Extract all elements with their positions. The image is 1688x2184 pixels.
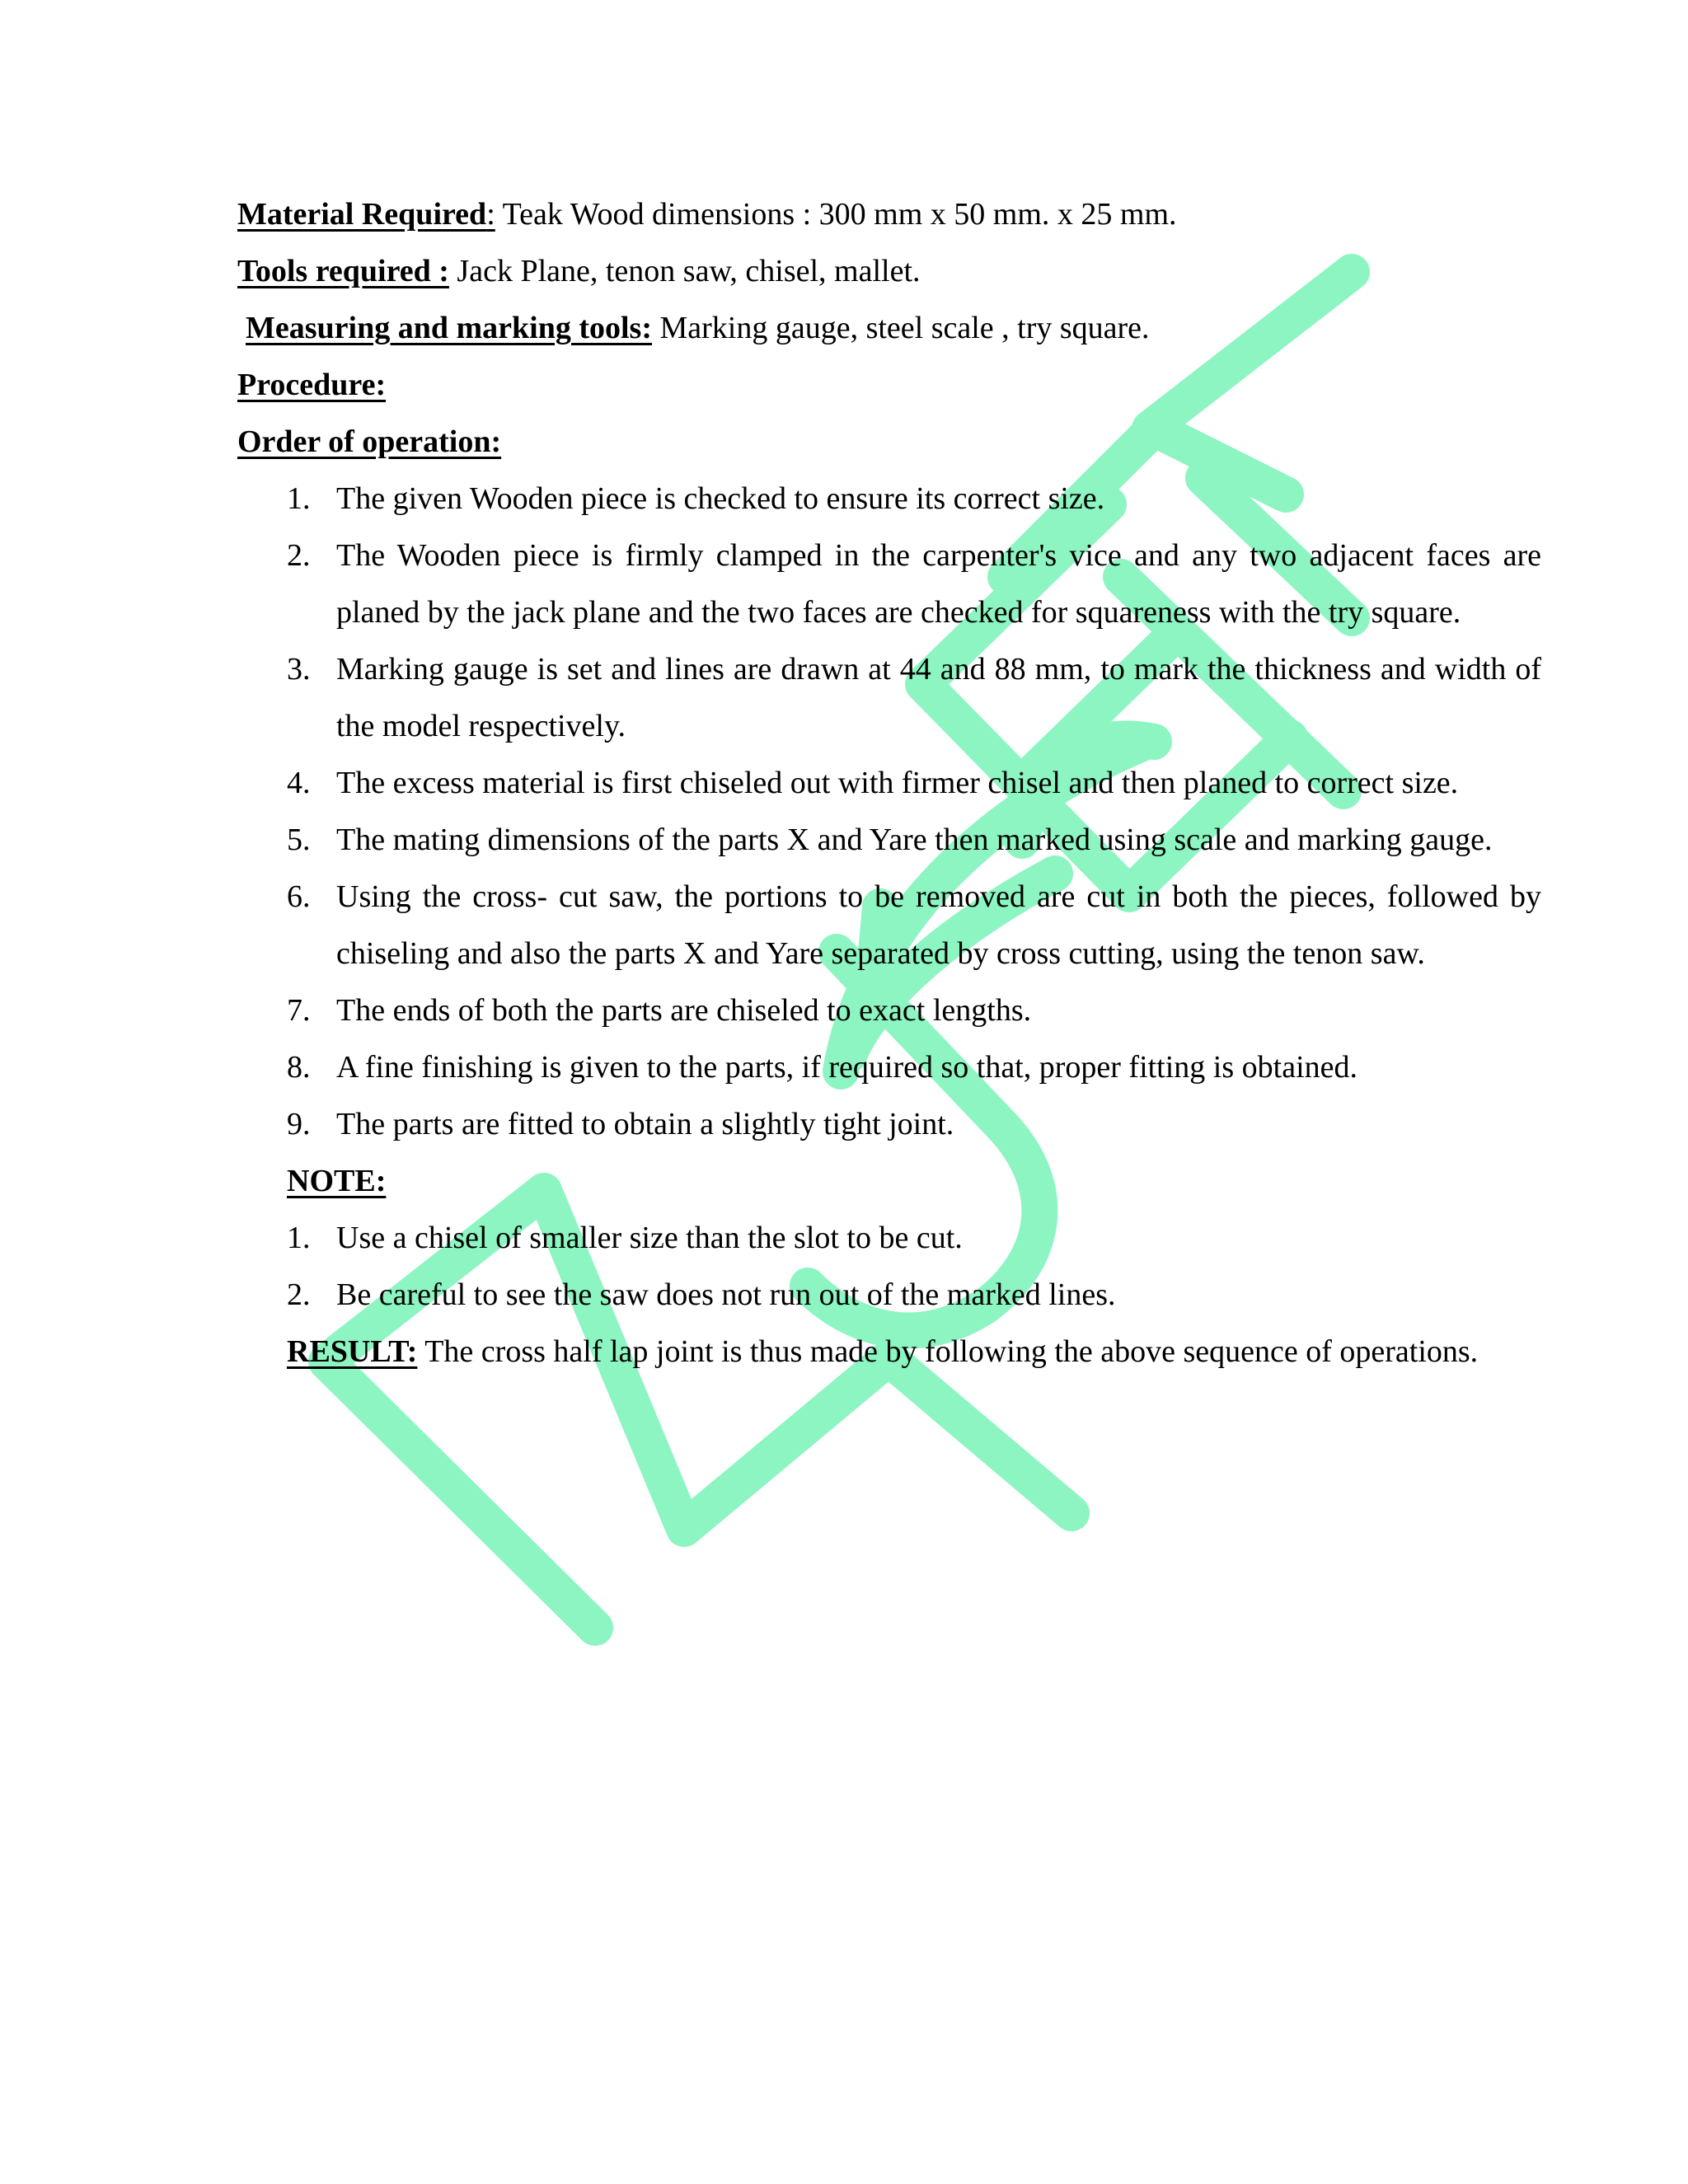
step-text: The excess material is first chiseled out with firmer chisel and then planed to correct size.: [336, 766, 1459, 800]
step-number: 9.: [287, 1107, 311, 1141]
result-text: The cross half lap joint is thus made by following the above sequence of operations.: [417, 1334, 1479, 1369]
step-text: Using the cross- cut saw, the portions to be removed are cut in both the pieces, followed by chiseling and also the parts X and Yare separated by cross cutting, using the tenon saw.: [336, 879, 1541, 971]
step-number: 5.: [287, 823, 311, 857]
measuring-text: Marking gauge, steel scale , try square.: [651, 311, 1150, 345]
note-number: 2.: [287, 1277, 311, 1312]
tools-label: Tools required :: [237, 254, 449, 288]
order-label: Order of operation:: [237, 424, 502, 459]
steps-list: [237, 471, 1541, 1153]
step-number: 8.: [287, 1050, 311, 1085]
note-heading: [237, 1153, 1541, 1210]
procedure-heading: [237, 357, 1541, 414]
note-item: [287, 1267, 1541, 1324]
step-text: The given Wooden piece is checked to ensure its correct size.: [336, 481, 1105, 516]
step-item: [237, 471, 1541, 527]
step-number: 1.: [287, 481, 311, 516]
note-label: NOTE:: [287, 1164, 387, 1198]
step-item: [237, 755, 1541, 812]
result-paragraph: [237, 1324, 1541, 1380]
document-body: [237, 186, 1541, 1380]
step-number: 6.: [287, 879, 311, 914]
step-item: [237, 527, 1541, 641]
note-item: [287, 1210, 1541, 1267]
tools-text: Jack Plane, tenon saw, chisel, mallet.: [448, 254, 921, 288]
result-label: RESULT:: [287, 1334, 418, 1369]
order-heading: [237, 414, 1541, 471]
note-number: 1.: [287, 1221, 311, 1255]
step-text: A fine finishing is given to the parts, if required so that, proper fitting is obtained.: [336, 1050, 1357, 1085]
step-text: The Wooden piece is firmly clamped in the carpenter's vice and any two adjacent faces are planed by the jack plane and the two faces are checked for squareness with the try square.: [336, 538, 1541, 630]
measuring-label: Measuring and marking tools:: [246, 311, 652, 345]
step-text: The mating dimensions of the parts X and Yare then marked using scale and marking gauge.: [336, 823, 1493, 857]
procedure-label: Procedure:: [237, 368, 387, 402]
step-number: 7.: [287, 993, 311, 1028]
step-item: [237, 1096, 1541, 1153]
step-item: [237, 641, 1541, 755]
material-label: Material Required: [237, 197, 487, 232]
material-text: Teak Wood dimensions : 300 mm x 50 mm. x 25 mm.: [495, 197, 1177, 232]
step-item: [237, 982, 1541, 1039]
material-line: [237, 186, 1541, 243]
note-text: Be careful to see the saw does not run out of the marked lines.: [336, 1277, 1116, 1312]
measuring-line: [237, 300, 1541, 357]
note-text: Use a chisel of smaller size than the slot to be cut.: [336, 1221, 963, 1255]
step-item: [237, 869, 1541, 982]
step-text: The ends of both the parts are chiseled to exact lengths.: [336, 993, 1032, 1028]
step-number: 4.: [287, 766, 311, 800]
step-item: [237, 1039, 1541, 1096]
step-text: The parts are fitted to obtain a slightly tight joint.: [336, 1107, 954, 1141]
material-colon: :: [486, 197, 495, 232]
tools-line: [237, 243, 1541, 300]
step-number: 2.: [287, 538, 311, 573]
step-item: [237, 812, 1541, 869]
note-list: [237, 1210, 1541, 1324]
step-number: 3.: [287, 652, 311, 687]
step-text: Marking gauge is set and lines are drawn at 44 and 88 mm, to mark the thickness and width of the model respectively.: [336, 652, 1541, 743]
